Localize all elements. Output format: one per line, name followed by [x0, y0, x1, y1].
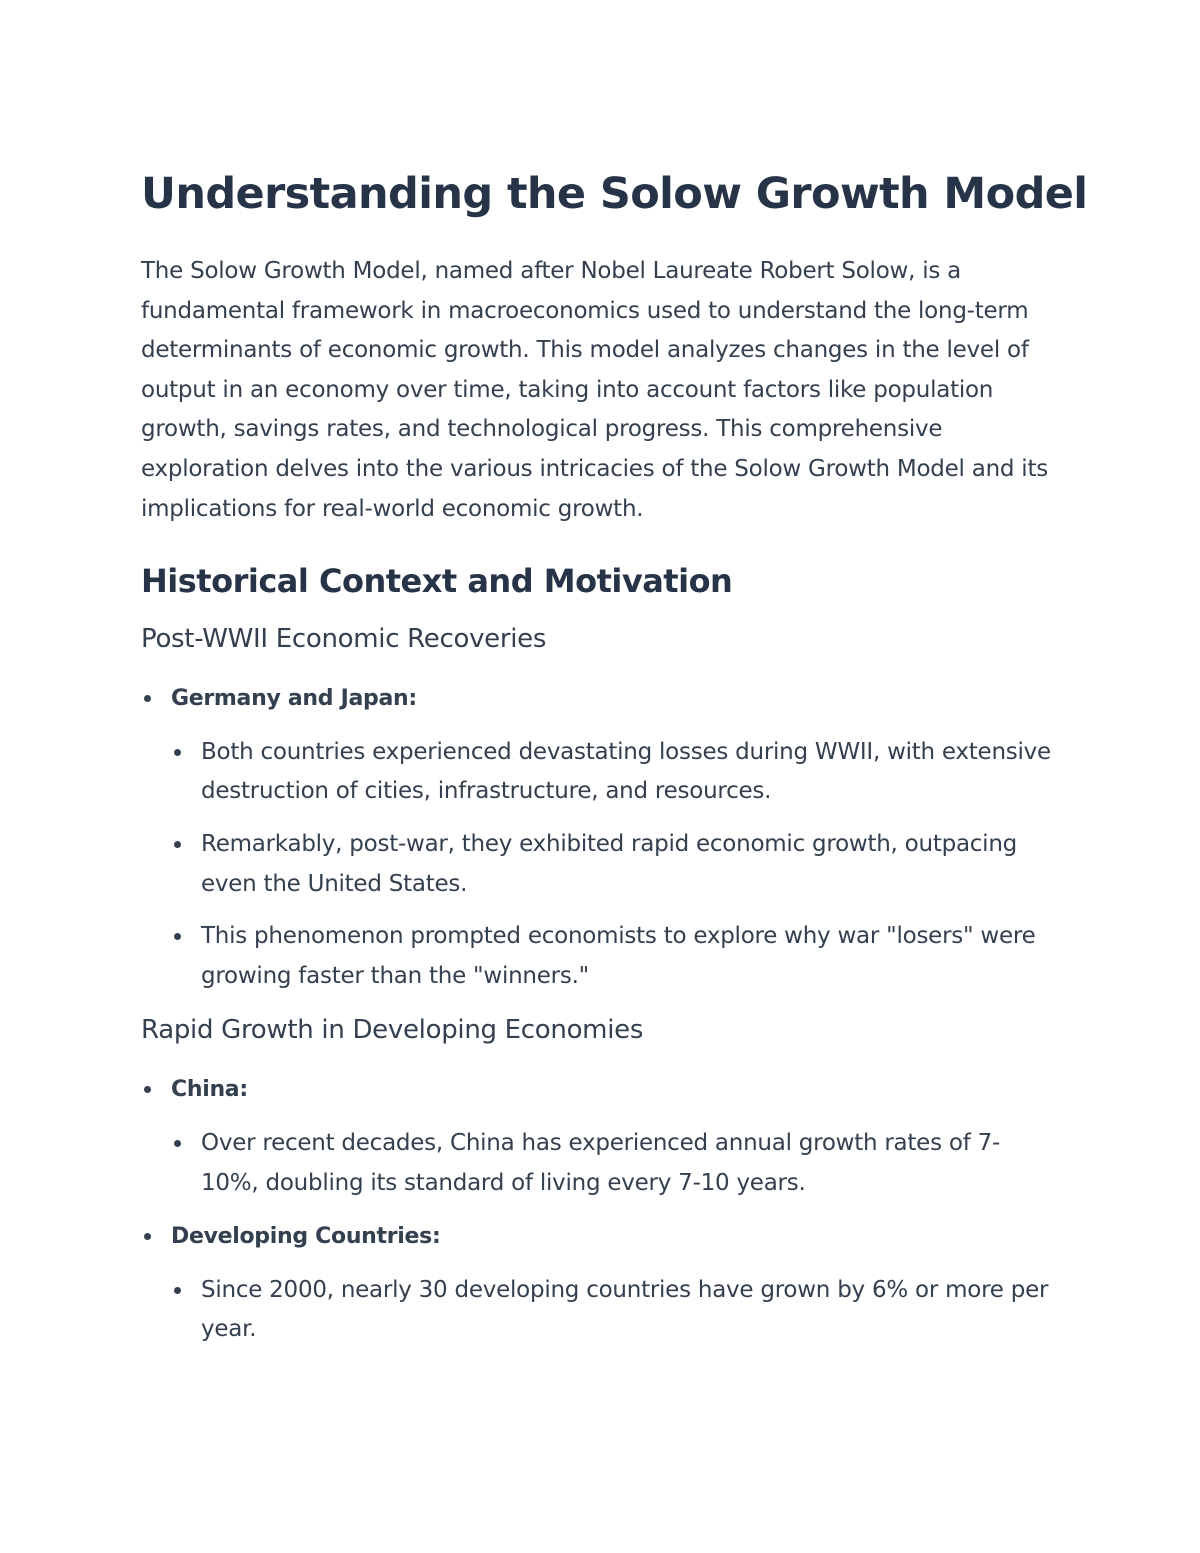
postwar-list	[141, 679, 1056, 996]
list-item-label: Developing Countries:	[171, 1224, 441, 1250]
section-heading: Historical Context and Motivation	[141, 562, 733, 601]
list-item-label: Germany and Japan:	[171, 686, 417, 712]
list-item-developing-countries	[141, 1217, 1056, 1350]
list-item-label: China:	[171, 1077, 248, 1103]
subsection-heading-postwar: Post-WWII Economic Recoveries	[141, 624, 547, 655]
subsection-heading-developing: Rapid Growth in Developing Economies	[141, 1015, 644, 1046]
sublist-item: Both countries experienced devastating losses during WWII, with extensive destruction of cities, infrastructure, and resources.	[171, 733, 1056, 812]
list-item-china	[141, 1070, 1056, 1203]
intro-paragraph: The Solow Growth Model, named after Nobel Laureate Robert Solow, is a fundamental framework in macroeconomics used to understand the long-term determinants of economic growth. This model analyzes changes in the level of output in an economy over time, taking into account factors like population growth, savings rates, and technological progress. This comprehensive exploration delves into the various intricacies of the Solow Growth Model and its implications for real-world economic growth.	[141, 258, 1048, 522]
page-title: Understanding the Solow Growth Model	[141, 169, 1088, 219]
list-item-germany-japan	[141, 679, 1056, 996]
sublist-item: Over recent decades, China has experienced annual growth rates of 7-10%, doubling its standard of living every 7-10 years.	[171, 1124, 1056, 1203]
developing-list	[141, 1070, 1056, 1350]
sublist-item: Since 2000, nearly 30 developing countries have grown by 6% or more per year.	[171, 1271, 1056, 1350]
developing-countries-sublist	[171, 1271, 1056, 1350]
sublist-item: Remarkably, post-war, they exhibited rapid economic growth, outpacing even the United States.	[171, 825, 1056, 904]
china-sublist	[171, 1124, 1056, 1203]
sublist-item: This phenomenon prompted economists to explore why war "losers" were growing faster than the "winners."	[171, 917, 1056, 996]
germany-japan-sublist	[171, 733, 1056, 997]
document-page	[141, 165, 1088, 1364]
